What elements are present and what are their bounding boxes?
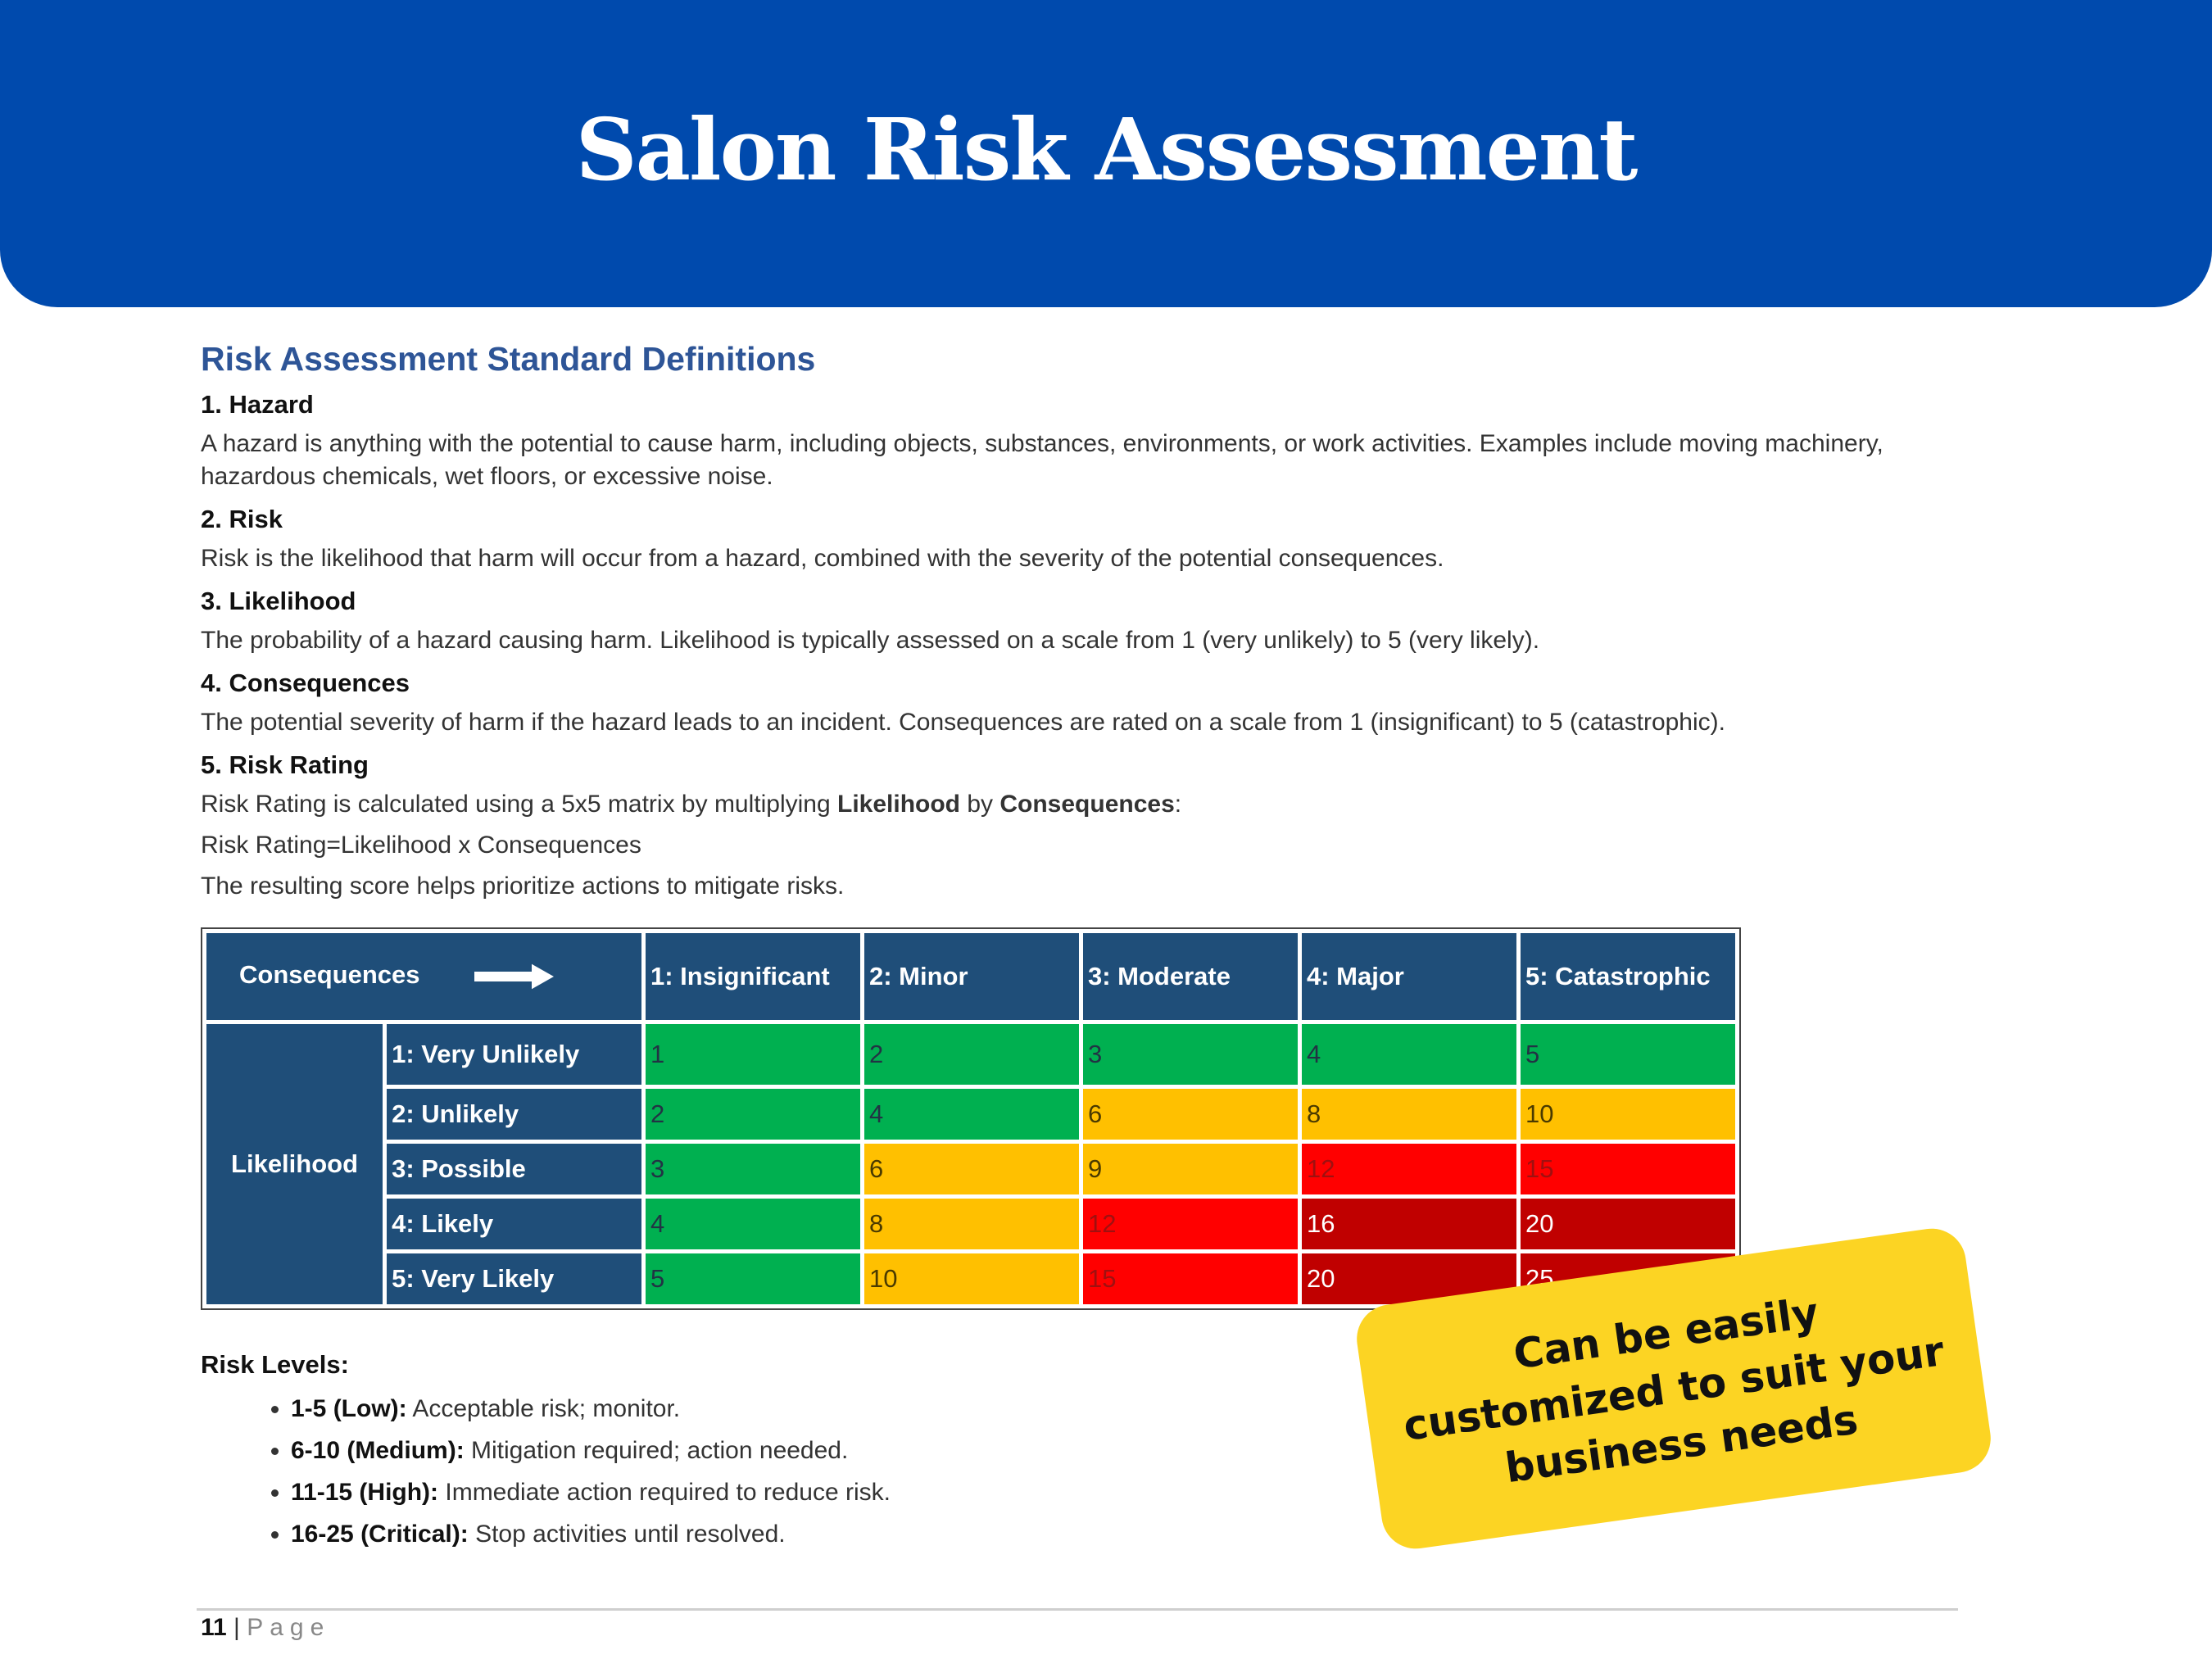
matrix-cell: 6 [1083,1089,1298,1140]
document-body [201,340,1962,903]
definition-heading: 3. Likelihood [201,587,356,615]
resulting-text: The resulting score helps prioritize actions to mitigate risks. [201,873,845,900]
definition-text: The probability of a hazard causing harm. Likelihood is typically assessed on a scale from 1 (very unlikely) to 5 (very likely). [201,627,1540,654]
column-header: 3: Moderate [1083,933,1298,1020]
matrix-cell: 4 [864,1089,1079,1140]
table-row [206,1089,1735,1140]
level-desc: Acceptable risk; monitor. [406,1395,681,1422]
level-desc: Immediate action required to reduce risk. [438,1479,891,1506]
list-item [291,1430,891,1471]
row-header: 1: Very Unlikely [387,1024,641,1085]
rating-text [201,788,1962,821]
doc-title: Risk Assessment Standard Definitions [201,340,816,378]
matrix-cell: 8 [864,1199,1079,1249]
level-range: 11-15 (High): [291,1479,439,1506]
definition-heading: 1. Hazard [201,390,314,419]
matrix-cell: 20 [1302,1253,1516,1304]
row-header: 3: Possible [387,1144,641,1194]
matrix-cell: 4 [646,1199,860,1249]
footer-divider [197,1608,1958,1611]
banner-title: Salon Risk Assessment [575,99,1637,200]
right-arrow-icon [472,960,557,993]
column-header: 5: Catastrophic [1521,933,1735,1020]
level-range: 6-10 (Medium): [291,1437,465,1464]
rating-text-consequences: Consequences [999,791,1175,818]
rating-text-prefix: Risk Rating is calculated using a 5x5 matrix by multiplying [201,791,837,818]
consequences-header-cell [206,933,641,1020]
consequences-label: Consequences [239,960,420,990]
table-row [206,1199,1735,1249]
footer-separator: | [226,1614,247,1641]
row-header: 2: Unlikely [387,1089,641,1140]
rating-text-likelihood: Likelihood [837,791,960,818]
risk-levels-list [201,1388,891,1555]
matrix-cell: 25 [1521,1253,1735,1304]
table-row [206,1144,1735,1194]
matrix-cell: 16 [1302,1199,1516,1249]
definition-text: A hazard is anything with the potential to cause harm, including objects, substances, environments, or work activities. Examples include moving machinery, hazardous chemicals, wet floors, or excessive noise. [201,430,1883,490]
callout-text: Can be easily customized to suit your business needs [1400,1288,1947,1493]
likelihood-label: Likelihood [206,1024,383,1304]
row-header: 5: Very Likely [387,1253,641,1304]
matrix-cell: 6 [864,1144,1079,1194]
rating-text-by: by [960,791,1000,818]
risk-levels [201,1350,891,1555]
level-range: 1-5 (Low): [291,1395,407,1422]
rating-formula: Risk Rating=Likelihood x Consequences [201,832,641,859]
risk-levels-heading: Risk Levels: [201,1350,349,1379]
matrix-cell: 4 [1302,1024,1516,1085]
matrix-cell: 1 [646,1024,860,1085]
matrix-cell: 10 [864,1253,1079,1304]
column-header: 4: Major [1302,933,1516,1020]
page-footer [201,1614,330,1642]
matrix-cell: 12 [1302,1144,1516,1194]
matrix-cell: 2 [646,1089,860,1140]
column-header: 2: Minor [864,933,1079,1020]
matrix-cell: 15 [1521,1144,1735,1194]
definition-heading: 4. Consequences [201,669,410,697]
title-banner [0,0,2212,307]
level-range: 16-25 (Critical): [291,1521,469,1548]
matrix-cell: 8 [1302,1089,1516,1140]
matrix-cell: 3 [1083,1024,1298,1085]
risk-matrix-table [201,927,1741,1310]
rating-text-suffix: : [1174,791,1182,818]
definition-text: Risk is the likelihood that harm will occur from a hazard, combined with the severity of the potential consequences. [201,545,1444,572]
matrix-cell: 15 [1083,1253,1298,1304]
definition-heading: 2. Risk [201,505,283,533]
list-item [291,1513,891,1555]
level-desc: Stop activities until resolved. [468,1521,786,1548]
definition-text: The potential severity of harm if the hazard leads to an incident. Consequences are rated on a scale from 1 (insignificant) to 5 (catastrophic). [201,709,1725,736]
matrix-cell: 3 [646,1144,860,1194]
matrix-cell: 20 [1521,1199,1735,1249]
matrix-cell: 5 [646,1253,860,1304]
matrix-cell: 9 [1083,1144,1298,1194]
page-number: 11 [201,1614,227,1641]
matrix-cell: 5 [1521,1024,1735,1085]
column-header: 1: Insignificant [646,933,860,1020]
list-item [291,1388,891,1430]
page-label: Page [247,1614,331,1641]
row-header: 4: Likely [387,1199,641,1249]
table-row [206,1024,1735,1085]
matrix-cell: 2 [864,1024,1079,1085]
list-item [291,1471,891,1513]
matrix-cell: 12 [1083,1199,1298,1249]
definition-heading: 5. Risk Rating [201,750,369,779]
matrix-cell: 10 [1521,1089,1735,1140]
level-desc: Mitigation required; action needed. [464,1437,849,1464]
